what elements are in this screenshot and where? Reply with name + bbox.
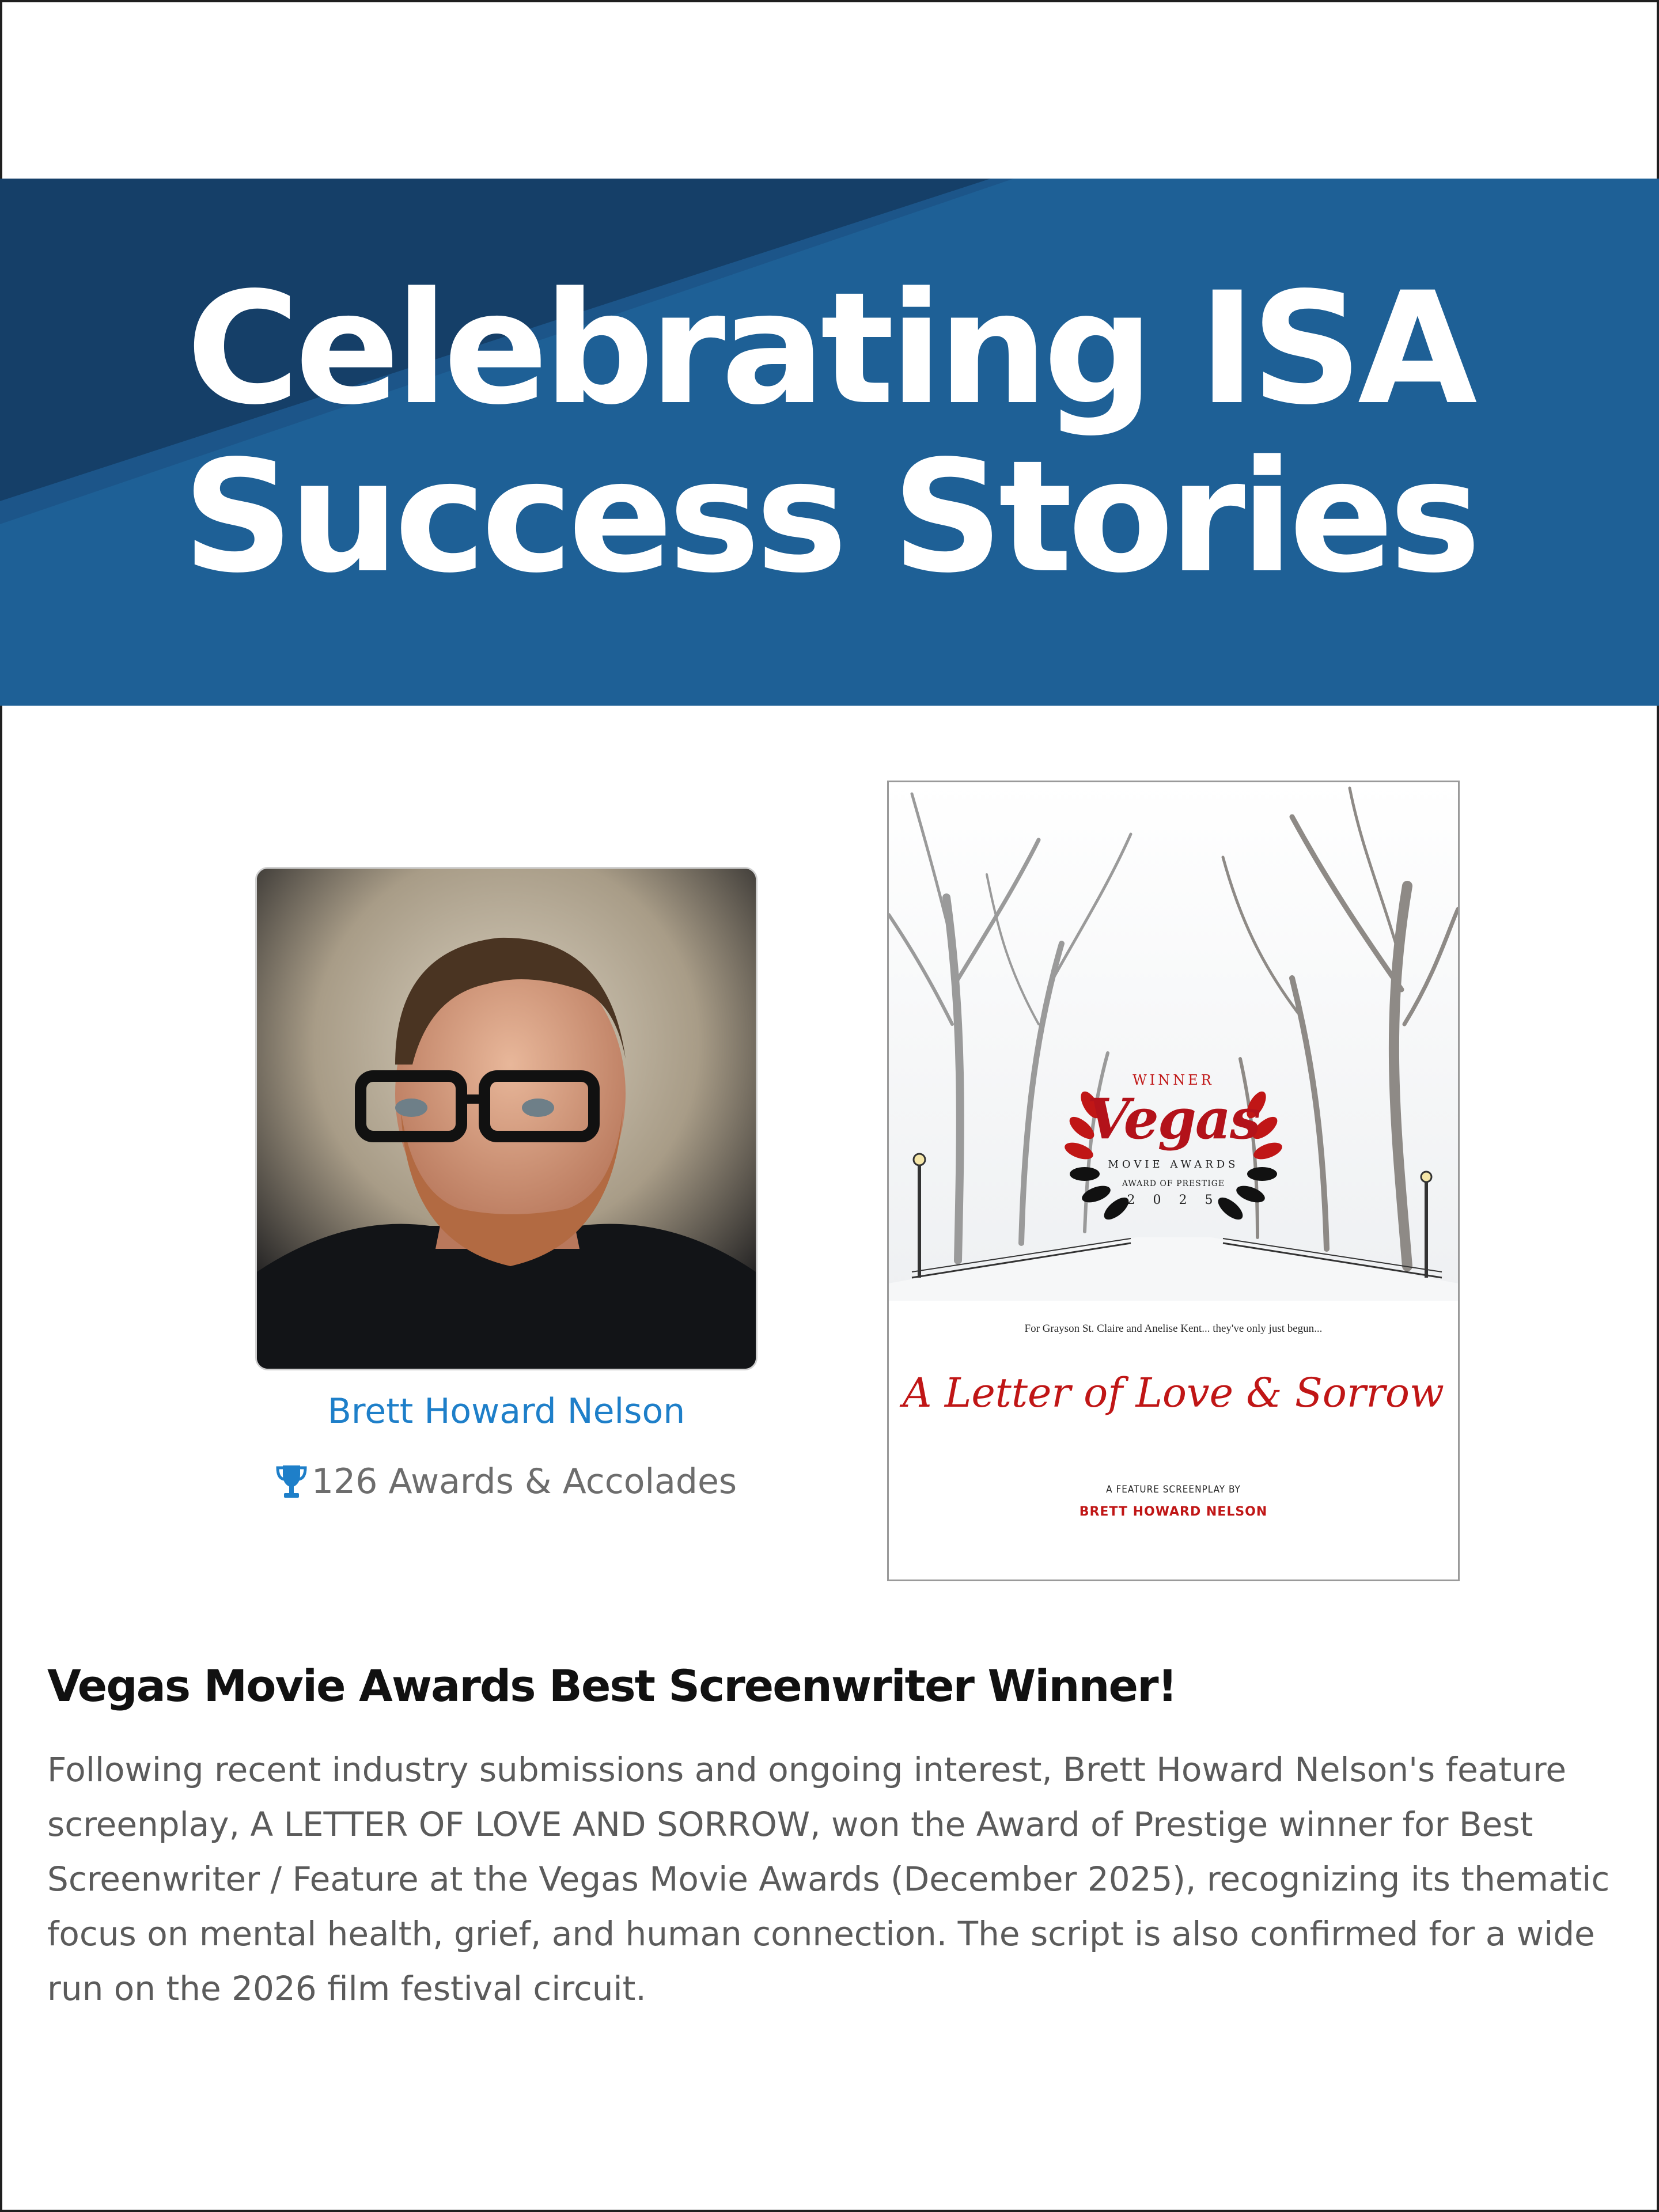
banner-title-line-2: Success Stories [182, 427, 1477, 607]
banner-title-line-1: Celebrating ISA [186, 259, 1473, 439]
trophy-icon [276, 1463, 307, 1500]
author-avatar[interactable] [255, 867, 757, 1370]
screenplay-poster[interactable] [887, 781, 1460, 1581]
laurel-year: 2 0 2 5 [1127, 1193, 1220, 1207]
story-heading: Vegas Movie Awards Best Screenwriter Winner! [47, 1660, 1177, 1711]
hero-banner [0, 179, 1659, 706]
laurel-subtitle: MOVIE AWARDS [1108, 1158, 1239, 1171]
poster-winter-scene [889, 782, 1458, 1301]
poster-title: A Letter of Love & Sorrow [903, 1369, 1444, 1416]
awards-count[interactable] [255, 1453, 757, 1510]
awards-text: 126 Awards & Accolades [311, 1461, 737, 1502]
banner-title [0, 259, 1659, 607]
laurel-winner-label: WINNER [1132, 1072, 1214, 1088]
poster-author: BRETT HOWARD NELSON [1079, 1505, 1268, 1519]
laurel-award: AWARD OF PRESTIGE [1122, 1179, 1225, 1188]
poster-tagline: For Grayson St. Claire and Anelise Kent... they've only just begun... [1024, 1323, 1323, 1335]
poster-byline: A FEATURE SCREENPLAY BY [1106, 1484, 1241, 1495]
avatar-portrait [257, 869, 756, 1369]
laurel-brand: Vegas [1086, 1086, 1260, 1152]
story-body: Following recent industry submissions and ongoing interest, Brett Howard Nelson's feature screenplay, A LETTER OF LOVE AND SORROW, won the Award of Prestige winner for Best Screenwriter / Feature at the Vegas Movie Awards (December 2025), recognizing its thematic focus on mental health, grief, and human connection. The script is also confirmed for a wide run on the 2026 film festival circuit. [47, 1750, 1610, 2008]
author-name-link[interactable]: Brett Howard Nelson [327, 1391, 685, 1431]
